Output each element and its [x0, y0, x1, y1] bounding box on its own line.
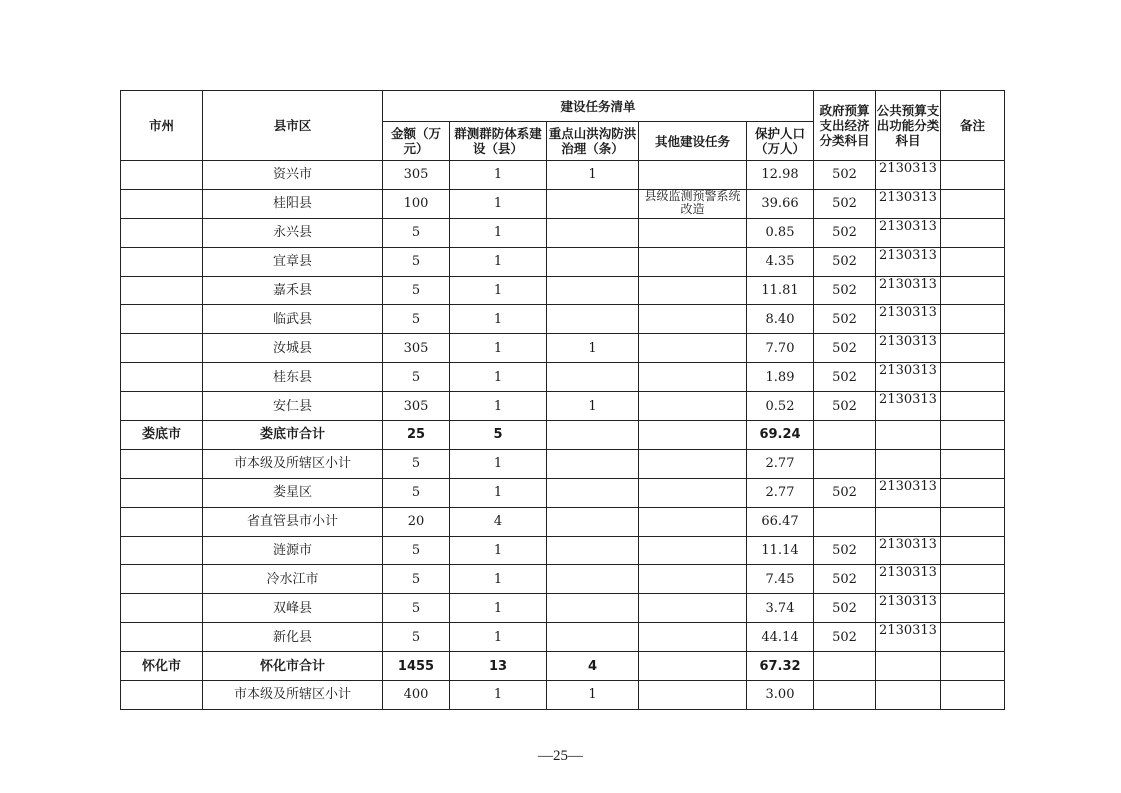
amount-cell: 5 — [383, 363, 450, 392]
public-budget-cell — [876, 421, 941, 450]
amount-cell: 305 — [383, 392, 450, 421]
public-budget-cell: 2130313 — [876, 536, 941, 565]
population-cell: 67.32 — [747, 652, 814, 681]
population-cell: 3.00 — [747, 681, 814, 710]
city-cell: 怀化市 — [121, 652, 203, 681]
county-cell: 市本级及所辖区小计 — [203, 449, 383, 478]
gov-budget-cell: 502 — [814, 305, 876, 334]
population-cell: 2.77 — [747, 449, 814, 478]
city-cell — [121, 334, 203, 363]
public-budget-cell — [876, 681, 941, 710]
amount-cell: 400 — [383, 681, 450, 710]
table-row — [121, 565, 1005, 594]
gov-budget-cell — [814, 652, 876, 681]
budget-table — [120, 90, 1005, 710]
header-gov-budget: 政府预算支出经济分类科目 — [814, 91, 876, 161]
amount-cell: 5 — [383, 449, 450, 478]
ditches-cell: 1 — [547, 334, 639, 363]
population-cell: 39.66 — [747, 189, 814, 218]
public-budget-cell — [876, 507, 941, 536]
gov-budget-cell: 502 — [814, 189, 876, 218]
ditches-cell — [547, 305, 639, 334]
gov-budget-cell — [814, 681, 876, 710]
ditches-cell — [547, 565, 639, 594]
public-budget-cell: 2130313 — [876, 276, 941, 305]
city-cell — [121, 536, 203, 565]
monitoring-cell: 1 — [450, 218, 547, 247]
ditches-cell — [547, 536, 639, 565]
gov-budget-cell — [814, 449, 876, 478]
city-cell — [121, 189, 203, 218]
public-budget-cell: 2130313 — [876, 305, 941, 334]
population-cell: 7.45 — [747, 565, 814, 594]
gov-budget-cell — [814, 507, 876, 536]
table-row — [121, 189, 1005, 218]
header-population: 保护人口（万人） — [747, 122, 814, 161]
ditches-cell — [547, 218, 639, 247]
monitoring-cell: 1 — [450, 536, 547, 565]
remark-cell — [941, 594, 1005, 623]
remark-cell — [941, 218, 1005, 247]
gov-budget-cell: 502 — [814, 478, 876, 507]
gov-budget-cell: 502 — [814, 536, 876, 565]
ditches-cell — [547, 449, 639, 478]
ditches-cell: 1 — [547, 392, 639, 421]
amount-cell: 1455 — [383, 652, 450, 681]
city-cell: 娄底市 — [121, 421, 203, 450]
table-row — [121, 363, 1005, 392]
gov-budget-cell — [814, 421, 876, 450]
table-row — [121, 594, 1005, 623]
city-cell — [121, 565, 203, 594]
gov-budget-cell: 502 — [814, 218, 876, 247]
population-cell: 11.81 — [747, 276, 814, 305]
table-row — [121, 507, 1005, 536]
monitoring-cell: 1 — [450, 392, 547, 421]
ditches-cell — [547, 276, 639, 305]
header-ditches: 重点山洪沟防洪治理（条） — [547, 122, 639, 161]
ditches-cell — [547, 189, 639, 218]
ditches-cell: 4 — [547, 652, 639, 681]
public-budget-cell: 2130313 — [876, 363, 941, 392]
table-row — [121, 652, 1005, 681]
amount-cell: 5 — [383, 536, 450, 565]
amount-cell: 305 — [383, 161, 450, 190]
header-public-budget: 公共预算支出功能分类科目 — [876, 91, 941, 161]
public-budget-cell: 2130313 — [876, 565, 941, 594]
table-row — [121, 623, 1005, 652]
amount-cell: 5 — [383, 247, 450, 276]
remark-cell — [941, 392, 1005, 421]
table-row — [121, 305, 1005, 334]
gov-budget-cell: 502 — [814, 276, 876, 305]
gov-budget-cell: 502 — [814, 334, 876, 363]
county-cell: 汝城县 — [203, 334, 383, 363]
county-cell: 市本级及所辖区小计 — [203, 681, 383, 710]
ditches-cell — [547, 478, 639, 507]
county-cell: 娄星区 — [203, 478, 383, 507]
amount-cell: 5 — [383, 565, 450, 594]
public-budget-cell — [876, 449, 941, 478]
monitoring-cell: 1 — [450, 276, 547, 305]
city-cell — [121, 392, 203, 421]
other-tasks-cell — [639, 565, 747, 594]
header-city: 市州 — [121, 91, 203, 161]
ditches-cell — [547, 421, 639, 450]
monitoring-cell: 1 — [450, 449, 547, 478]
county-cell: 涟源市 — [203, 536, 383, 565]
population-cell: 44.14 — [747, 623, 814, 652]
amount-cell: 25 — [383, 421, 450, 450]
ditches-cell — [547, 594, 639, 623]
population-cell: 66.47 — [747, 507, 814, 536]
other-tasks-cell — [639, 652, 747, 681]
table-row — [121, 334, 1005, 363]
monitoring-cell: 1 — [450, 594, 547, 623]
gov-budget-cell: 502 — [814, 247, 876, 276]
remark-cell — [941, 449, 1005, 478]
other-tasks-cell — [639, 305, 747, 334]
ditches-cell — [547, 247, 639, 276]
county-cell: 桂阳县 — [203, 189, 383, 218]
amount-cell: 5 — [383, 276, 450, 305]
monitoring-cell: 1 — [450, 247, 547, 276]
remark-cell — [941, 161, 1005, 190]
monitoring-cell: 5 — [450, 421, 547, 450]
other-tasks-cell — [639, 276, 747, 305]
page-number: —25— — [538, 748, 583, 764]
remark-cell — [941, 305, 1005, 334]
county-cell: 安仁县 — [203, 392, 383, 421]
gov-budget-cell: 502 — [814, 594, 876, 623]
amount-cell: 5 — [383, 478, 450, 507]
table-row — [121, 276, 1005, 305]
population-cell: 3.74 — [747, 594, 814, 623]
county-cell: 娄底市合计 — [203, 421, 383, 450]
population-cell: 4.35 — [747, 247, 814, 276]
city-cell — [121, 507, 203, 536]
monitoring-cell: 1 — [450, 565, 547, 594]
public-budget-cell: 2130313 — [876, 334, 941, 363]
city-cell — [121, 305, 203, 334]
table-row — [121, 161, 1005, 190]
ditches-cell: 1 — [547, 161, 639, 190]
amount-cell: 5 — [383, 623, 450, 652]
remark-cell — [941, 565, 1005, 594]
other-tasks-cell — [639, 623, 747, 652]
amount-cell: 100 — [383, 189, 450, 218]
other-tasks-cell: 县级监测预警系统改造 — [639, 189, 747, 218]
remark-cell — [941, 623, 1005, 652]
header-monitoring: 群测群防体系建设（县） — [450, 122, 547, 161]
gov-budget-cell: 502 — [814, 565, 876, 594]
county-cell: 冷水江市 — [203, 565, 383, 594]
gov-budget-cell: 502 — [814, 392, 876, 421]
county-cell: 临武县 — [203, 305, 383, 334]
other-tasks-cell — [639, 536, 747, 565]
city-cell — [121, 247, 203, 276]
county-cell: 怀化市合计 — [203, 652, 383, 681]
table-row — [121, 536, 1005, 565]
county-cell: 资兴市 — [203, 161, 383, 190]
county-cell: 省直管县市小计 — [203, 507, 383, 536]
other-tasks-cell — [639, 421, 747, 450]
remark-cell — [941, 507, 1005, 536]
amount-cell: 5 — [383, 218, 450, 247]
public-budget-cell: 2130313 — [876, 623, 941, 652]
amount-cell: 20 — [383, 507, 450, 536]
population-cell: 11.14 — [747, 536, 814, 565]
county-cell: 永兴县 — [203, 218, 383, 247]
remark-cell — [941, 536, 1005, 565]
gov-budget-cell: 502 — [814, 623, 876, 652]
city-cell — [121, 449, 203, 478]
other-tasks-cell — [639, 507, 747, 536]
monitoring-cell: 13 — [450, 652, 547, 681]
population-cell: 7.70 — [747, 334, 814, 363]
public-budget-cell: 2130313 — [876, 247, 941, 276]
population-cell: 2.77 — [747, 478, 814, 507]
header-tasks-group: 建设任务清单 — [383, 91, 814, 122]
public-budget-cell: 2130313 — [876, 594, 941, 623]
monitoring-cell: 1 — [450, 363, 547, 392]
remark-cell — [941, 421, 1005, 450]
population-cell: 0.85 — [747, 218, 814, 247]
table-row — [121, 392, 1005, 421]
population-cell: 1.89 — [747, 363, 814, 392]
city-cell — [121, 363, 203, 392]
remark-cell — [941, 478, 1005, 507]
public-budget-cell: 2130313 — [876, 218, 941, 247]
remark-cell — [941, 247, 1005, 276]
remark-cell — [941, 363, 1005, 392]
monitoring-cell: 1 — [450, 623, 547, 652]
other-tasks-cell — [639, 449, 747, 478]
county-cell: 宜章县 — [203, 247, 383, 276]
public-budget-cell: 2130313 — [876, 478, 941, 507]
remark-cell — [941, 681, 1005, 710]
table-row — [121, 421, 1005, 450]
other-tasks-cell — [639, 218, 747, 247]
city-cell — [121, 594, 203, 623]
header-amount: 金额（万元） — [383, 122, 450, 161]
monitoring-cell: 1 — [450, 189, 547, 218]
county-cell: 双峰县 — [203, 594, 383, 623]
city-cell — [121, 276, 203, 305]
remark-cell — [941, 334, 1005, 363]
other-tasks-cell — [639, 681, 747, 710]
ditches-cell: 1 — [547, 681, 639, 710]
city-cell — [121, 681, 203, 710]
monitoring-cell: 1 — [450, 334, 547, 363]
table-row — [121, 218, 1005, 247]
other-tasks-cell — [639, 247, 747, 276]
table-row — [121, 247, 1005, 276]
other-tasks-cell — [639, 363, 747, 392]
other-tasks-cell — [639, 334, 747, 363]
table-row — [121, 681, 1005, 710]
header-remark: 备注 — [941, 91, 1005, 161]
gov-budget-cell: 502 — [814, 363, 876, 392]
public-budget-cell — [876, 652, 941, 681]
other-tasks-cell — [639, 392, 747, 421]
other-tasks-cell — [639, 161, 747, 190]
city-cell — [121, 623, 203, 652]
ditches-cell — [547, 623, 639, 652]
header-other-tasks: 其他建设任务 — [639, 122, 747, 161]
table-body — [121, 161, 1005, 710]
amount-cell: 5 — [383, 594, 450, 623]
ditches-cell — [547, 363, 639, 392]
amount-cell: 305 — [383, 334, 450, 363]
city-cell — [121, 161, 203, 190]
county-cell: 桂东县 — [203, 363, 383, 392]
public-budget-cell: 2130313 — [876, 392, 941, 421]
public-budget-cell: 2130313 — [876, 189, 941, 218]
remark-cell — [941, 276, 1005, 305]
header-county: 县市区 — [203, 91, 383, 161]
monitoring-cell: 4 — [450, 507, 547, 536]
public-budget-cell: 2130313 — [876, 161, 941, 190]
population-cell: 12.98 — [747, 161, 814, 190]
population-cell: 0.52 — [747, 392, 814, 421]
remark-cell — [941, 652, 1005, 681]
monitoring-cell: 1 — [450, 161, 547, 190]
gov-budget-cell: 502 — [814, 161, 876, 190]
amount-cell: 5 — [383, 305, 450, 334]
ditches-cell — [547, 507, 639, 536]
county-cell: 新化县 — [203, 623, 383, 652]
population-cell: 69.24 — [747, 421, 814, 450]
other-tasks-cell — [639, 478, 747, 507]
monitoring-cell: 1 — [450, 305, 547, 334]
population-cell: 8.40 — [747, 305, 814, 334]
table-row — [121, 478, 1005, 507]
city-cell — [121, 218, 203, 247]
table-row — [121, 449, 1005, 478]
remark-cell — [941, 189, 1005, 218]
county-cell: 嘉禾县 — [203, 276, 383, 305]
monitoring-cell: 1 — [450, 478, 547, 507]
city-cell — [121, 478, 203, 507]
monitoring-cell: 1 — [450, 681, 547, 710]
other-tasks-cell — [639, 594, 747, 623]
